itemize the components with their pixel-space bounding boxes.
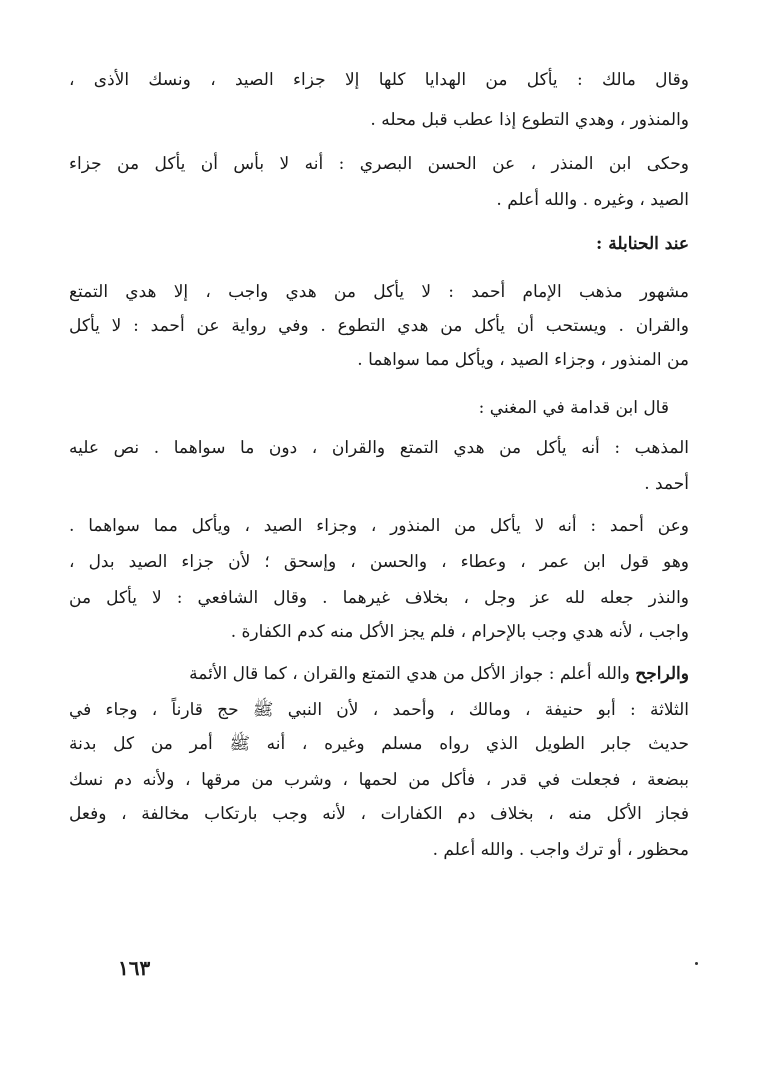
text-line: من المنذور ، وجزاء الصيد ، ويأكل مما سواهما .	[357, 350, 689, 370]
text-line: وقال مالك : يأكل من الهدايا كلها إلا جزاء الصيد ، ونسك الأذى ،	[69, 70, 689, 90]
text-line: وعن أحمد : أنه لا يأكل من المنذور ، وجزاء الصيد ، ويأكل مما سواهما .	[69, 516, 689, 536]
text-line: الثلاثة : أبو حنيفة ، ومالك ، وأحمد ، لأن النبي ﷺ حج قارناً ، وجاء في	[69, 700, 689, 720]
text-line: فجاز الأكل منه ، بخلاف دم الكفارات ، لأنه وجب بارتكاب مخالفة ، وفعل	[69, 804, 689, 824]
text-line: والمنذور ، وهدي التطوع إذا عطب قبل محله .	[370, 110, 689, 130]
text-line: محظور ، أو ترك واجب . والله أعلم .	[432, 840, 689, 860]
section-heading: عند الحنابلة :	[596, 234, 689, 254]
text-line: ببضعة ، فجعلت في قدر ، فأكل من لحمها ، وشرب من مرقها ، ولأنه دم نسك	[69, 770, 689, 790]
text-line: والقران . ويستحب أن يأكل من هدي التطوع . وفي رواية عن أحمد : لا يأكل	[69, 316, 689, 336]
text-line: وحكى ابن المنذر ، عن الحسن البصري : أنه لا بأس أن يأكل من جزاء	[69, 154, 689, 174]
text-line: واجب ، لأنه هدي وجب بالإحرام ، فلم يجز الأكل منه كدم الكفارة .	[230, 622, 689, 642]
ink-speck	[695, 962, 698, 965]
text-line: الصيد ، وغيره . والله أعلم .	[496, 190, 689, 210]
text-line: مشهور مذهب الإمام أحمد : لا يأكل من هدي واجب ، إلا هدي التمتع	[69, 282, 689, 302]
text-line: والنذر جعله لله عز وجل ، بخلاف غيرهما . وقال الشافعي : لا يأكل من	[69, 588, 689, 608]
text-fragment: والله أعلم : جواز الأكل من هدي التمتع والقران ، كما قال الأئمة	[189, 664, 636, 684]
emphasis-lead: والراجح	[635, 664, 689, 684]
page-number: ١٦٣	[118, 956, 151, 980]
text-line: وهو قول ابن عمر ، وعطاء ، والحسن ، وإسحق ؛ لأن جزاء الصيد بدل ،	[69, 552, 689, 572]
text-line: حديث جابر الطويل الذي رواه مسلم وغيره ، أنه ﷺ أمر من كل بدنة	[69, 734, 689, 754]
text-line: المذهب : أنه يأكل من هدي التمتع والقران ، دون ما سواهما . نص عليه	[69, 438, 689, 458]
text-line: أحمد .	[644, 474, 689, 494]
text-line: قال ابن قدامة في المغني :	[478, 398, 669, 418]
text-line	[69, 660, 689, 688]
